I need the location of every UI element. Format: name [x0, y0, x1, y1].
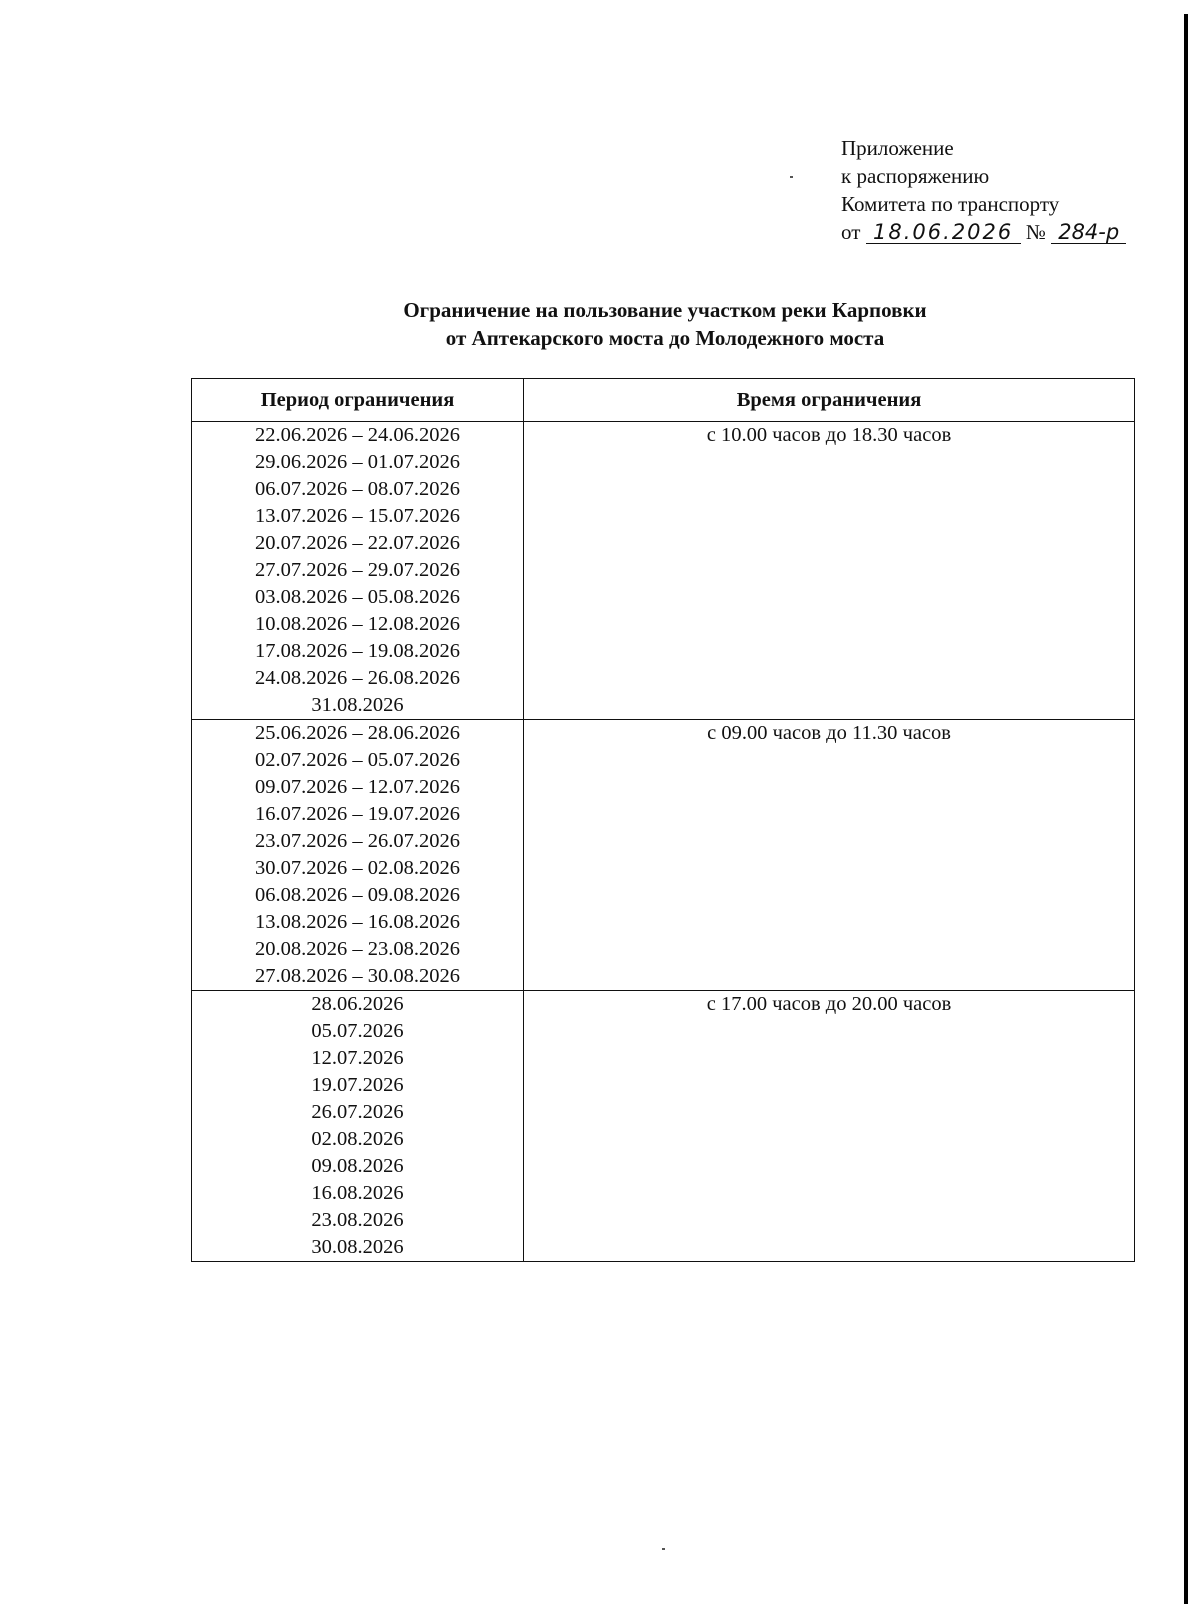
period-entry: 23.08.2026 [311, 1209, 404, 1231]
period-entry: 16.08.2026 [311, 1182, 404, 1204]
period-entry: 22.06.2026 – 24.06.2026 [255, 424, 460, 446]
period-entry: 03.08.2026 – 05.08.2026 [255, 586, 460, 608]
period-entry: 30.07.2026 – 02.08.2026 [255, 857, 460, 879]
period-entry: 27.08.2026 – 30.08.2026 [255, 965, 460, 987]
period-entry: 28.06.2026 [311, 993, 404, 1015]
table-header-row [192, 379, 1135, 422]
period-cell [192, 991, 524, 1262]
period-entry: 20.07.2026 – 22.07.2026 [255, 532, 460, 554]
period-entry: 26.07.2026 [311, 1101, 404, 1123]
period-entry: 06.08.2026 – 09.08.2026 [255, 884, 460, 906]
header-time: Время ограничения [524, 379, 1135, 422]
number-prefix: № [1025, 220, 1046, 244]
appendix-line-1: Приложение [841, 136, 954, 160]
handwritten-date: 18.06.2026 [866, 221, 1021, 244]
period-entry: 13.07.2026 – 15.07.2026 [255, 505, 460, 527]
period-entry: 05.07.2026 [311, 1020, 404, 1042]
date-prefix: от [841, 220, 861, 244]
appendix-date-line [841, 218, 1126, 246]
period-entry: 27.07.2026 – 29.07.2026 [255, 559, 460, 581]
table-row [192, 422, 1135, 720]
period-entry: 09.08.2026 [311, 1155, 404, 1177]
period-entry: 02.08.2026 [311, 1128, 404, 1150]
scan-speck [662, 1548, 665, 1550]
period-cell [192, 422, 524, 720]
period-cell [192, 720, 524, 991]
restriction-table [191, 378, 1135, 1262]
appendix-line-2: к распоряжению [841, 164, 990, 188]
title-line-1: Ограничение на пользование участком реки Карповки [403, 298, 927, 322]
time-cell: с 17.00 часов до 20.00 часов [524, 991, 1135, 1262]
table-body [192, 422, 1135, 1262]
table-row [192, 991, 1135, 1262]
scan-speck [790, 176, 793, 178]
appendix-line-3: Комитета по транспорту [841, 192, 1060, 216]
period-entry: 17.08.2026 – 19.08.2026 [255, 640, 460, 662]
time-cell: с 09.00 часов до 11.30 часов [524, 720, 1135, 991]
handwritten-number: 284-р [1051, 221, 1126, 244]
period-entry: 16.07.2026 – 19.07.2026 [255, 803, 460, 825]
period-entry: 20.08.2026 – 23.08.2026 [255, 938, 460, 960]
scan-edge-line [1184, 14, 1188, 1604]
table-row [192, 720, 1135, 991]
period-entry: 25.06.2026 – 28.06.2026 [255, 722, 460, 744]
period-entry: 12.07.2026 [311, 1047, 404, 1069]
header-period: Период ограничения [192, 379, 524, 422]
title-line-2: от Аптекарского моста до Молодежного моста [445, 326, 885, 350]
period-entry: 06.07.2026 – 08.07.2026 [255, 478, 460, 500]
period-entry: 24.08.2026 – 26.08.2026 [255, 667, 460, 689]
appendix-block [841, 134, 1126, 246]
time-cell: с 10.00 часов до 18.30 часов [524, 422, 1135, 720]
period-entry: 10.08.2026 – 12.08.2026 [255, 613, 460, 635]
period-entry: 30.08.2026 [311, 1236, 404, 1258]
period-entry: 23.07.2026 – 26.07.2026 [255, 830, 460, 852]
period-entry: 19.07.2026 [311, 1074, 404, 1096]
period-entry: 09.07.2026 – 12.07.2026 [255, 776, 460, 798]
period-entry: 13.08.2026 – 16.08.2026 [255, 911, 460, 933]
period-entry: 02.07.2026 – 05.07.2026 [255, 749, 460, 771]
period-entry: 31.08.2026 [311, 694, 404, 716]
document-title [190, 296, 1140, 352]
period-entry: 29.06.2026 – 01.07.2026 [255, 451, 460, 473]
